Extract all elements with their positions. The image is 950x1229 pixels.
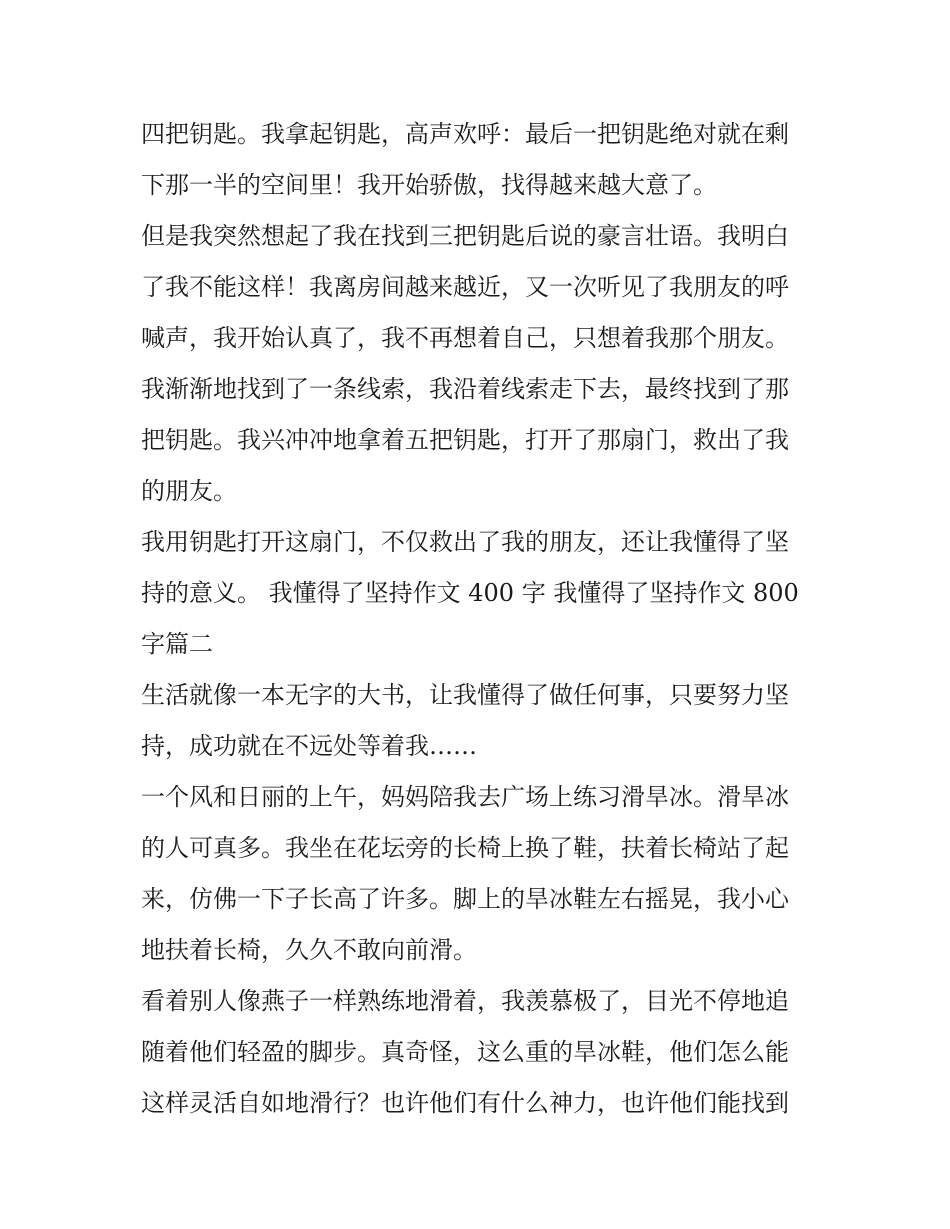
- text-line: 喊声，我开始认真了，我不再想着自己，只想着我那个朋友。: [141, 324, 789, 352]
- text-line: 生活就像一本无字的大书，让我懂得了做任何事，只要努力坚: [141, 681, 789, 709]
- text-line: 但是我突然想起了我在找到三把钥匙后说的豪言壮语。我明白: [141, 222, 789, 250]
- paragraph-7: [141, 976, 821, 1129]
- text-line: 随着他们轻盈的脚步。真奇怪，这么重的旱冰鞋，他们怎么能: [141, 1038, 789, 1066]
- paragraph-3: [141, 364, 821, 517]
- text-line: 这样灵活自如地滑行？也许他们有什么神力，也许他们能找到: [141, 1089, 789, 1117]
- text-line: 我渐渐地找到了一条线索，我沿着线索走下去，最终找到了那: [141, 375, 789, 403]
- text-line: 了我不能这样！我离房间越来越近，又一次听见了我朋友的呼: [141, 273, 789, 301]
- text-line: 地扶着长椅，久久不敢向前滑。: [141, 936, 477, 964]
- text-line: 我用钥匙打开这扇门，不仅救出了我的朋友，还让我懂得了坚: [141, 528, 789, 556]
- text-line: 四把钥匙。我拿起钥匙，高声欢呼：最后一把钥匙绝对就在剩: [141, 120, 789, 148]
- text-line: 持，成功就在不远处等着我……: [141, 732, 477, 760]
- text-line: 来，仿佛一下子长高了许多。脚上的旱冰鞋左右摇晃，我小心: [141, 885, 789, 913]
- text-line: 持的意义。 我懂得了坚持作文 400 字 我懂得了坚持作文 800: [141, 579, 799, 607]
- paragraph-1: [141, 109, 821, 211]
- document-body: [141, 109, 821, 1129]
- text-line: 一个风和日丽的上午，妈妈陪我去广场上练习滑旱冰。滑旱冰: [141, 783, 789, 811]
- paragraph-4: [141, 517, 821, 670]
- paragraph-2: [141, 211, 821, 364]
- text-line: 看着别人像燕子一样熟练地滑着，我羡慕极了，目光不停地追: [141, 987, 789, 1015]
- text-line: 下那一半的空间里！我开始骄傲，找得越来越大意了。: [141, 171, 717, 199]
- paragraph-5: [141, 670, 821, 772]
- text-line: 字篇二: [141, 630, 213, 658]
- text-line: 把钥匙。我兴冲冲地拿着五把钥匙，打开了那扇门，救出了我: [141, 426, 789, 454]
- paragraph-6: [141, 772, 821, 976]
- text-line: 的人可真多。我坐在花坛旁的长椅上换了鞋，扶着长椅站了起: [141, 834, 789, 862]
- text-line: 的朋友。: [141, 477, 237, 505]
